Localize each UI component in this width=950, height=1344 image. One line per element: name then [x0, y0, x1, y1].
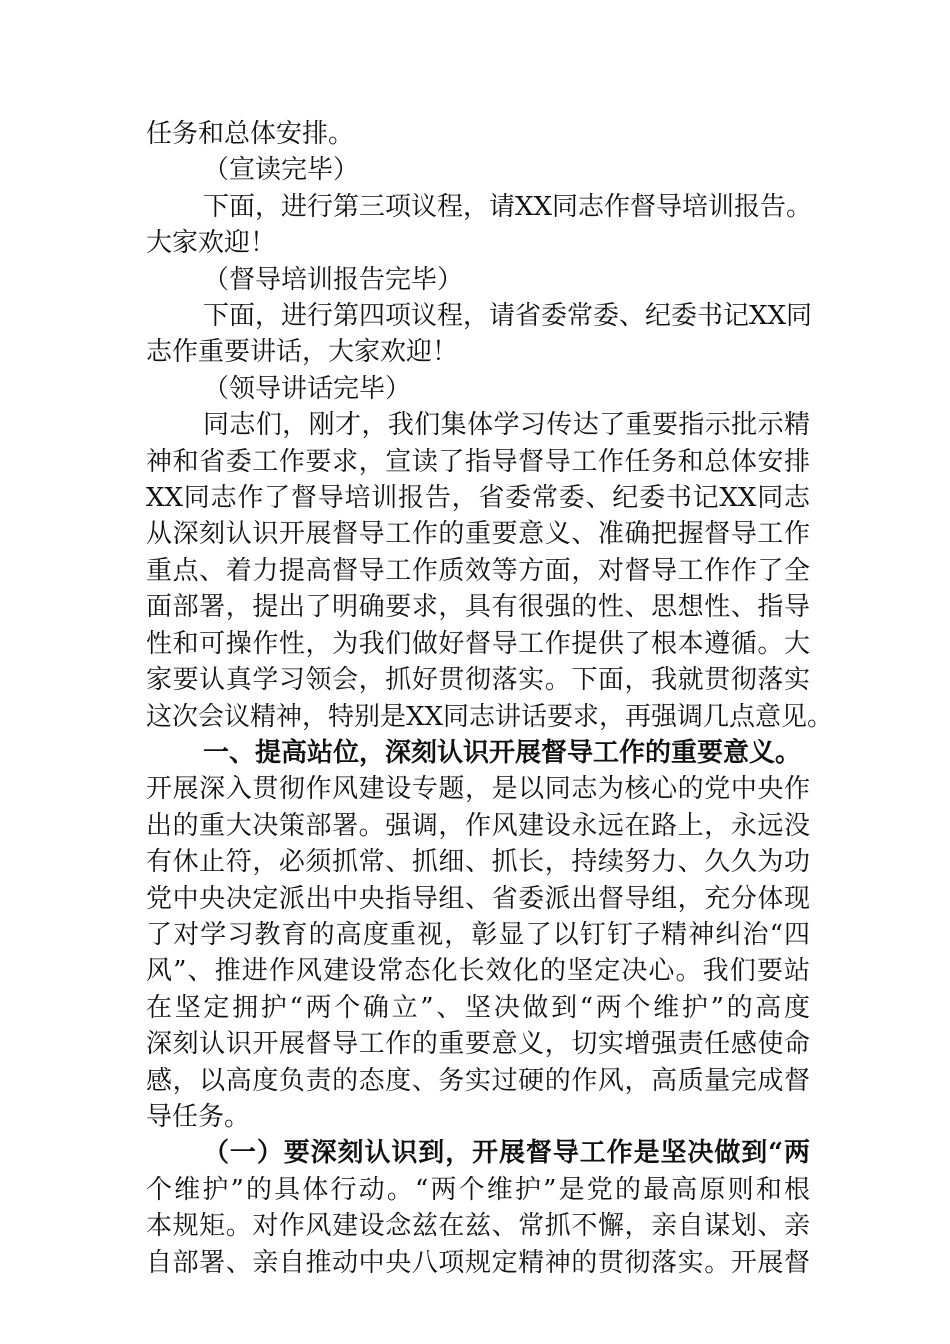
paragraph-line: 同志们，刚才，我们集体学习传达了重要指示批示精 [203, 410, 810, 441]
paragraph-line: 个维护”的具体行动。“两个维护”是党的最高原则和根 [146, 1174, 810, 1205]
document-body [146, 116, 834, 1281]
paragraph-line: 神和省委工作要求，宣读了指导督导工作任务和总体安排 [146, 446, 810, 477]
paragraph-line: 深刻认识开展督导工作的重要意义，切实增强责任感使命 [146, 1029, 810, 1060]
paragraph-line: 开展深入贯彻作风建设专题，是以同志为核心的党中央作 [146, 774, 810, 805]
paragraph-line: 导任务。 [146, 1101, 251, 1132]
paragraph-line: 从深刻认识开展督导工作的重要意义、准确把握督导工作 [146, 519, 810, 550]
paragraph-line: 志作重要讲话，大家欢迎！ [146, 337, 459, 368]
paragraph-line: 下面，进行第四项议程，请省委常委、纪委书记XX同 [203, 301, 813, 332]
paragraph-line: 在坚定拥护“两个确立”、坚决做到“两个维护”的高度 [146, 992, 810, 1023]
paragraph-line: 本规矩。对作风建设念兹在兹、常抓不懈，亲自谋划、亲 [146, 1211, 810, 1242]
stage-direction: （宣读完毕） [203, 155, 360, 186]
section-heading: 一、提高站位，深刻认识开展督导工作的重要意义。 [203, 737, 802, 768]
paragraph-line: 自部署、亲自推动中央八项规定精神的贯彻落实。开展督 [146, 1247, 810, 1278]
paragraph-line: 这次会议精神，特别是XX同志讲话要求，再强调几点意见。 [146, 701, 834, 732]
stage-direction: （督导培训报告完毕） [203, 264, 464, 295]
paragraph-line: 出的重大决策部署。强调，作风建设永远在路上，永远没 [146, 810, 810, 841]
paragraph-line: XX同志作了督导培训报告，省委常委、纪委书记XX同志 [146, 483, 810, 514]
paragraph-line: 了对学习教育的高度重视，彰显了以钉钉子精神纠治“四 [146, 919, 810, 950]
body-line: 任务和总体安排。 [146, 119, 355, 149]
paragraph-line: 党中央决定派出中央指导组、省委派出督导组，充分体现 [146, 883, 810, 914]
paragraph-line: 风”、推进作风建设常态化长效化的坚定决心。我们要站 [146, 956, 810, 987]
paragraph-line: 家要认真学习领会，抓好贯彻落实。下面，我就贯彻落实 [146, 665, 810, 696]
paragraph-line: 面部署，提出了明确要求，具有很强的性、思想性、指导 [146, 592, 810, 623]
subsection-heading: （一）要深刻认识到，开展督导工作是坚决做到“两 [203, 1138, 810, 1169]
paragraph-line: 下面，进行第三项议程，请XX同志作督导培训报告。 [203, 191, 813, 222]
paragraph-line: 感，以高度负责的态度、务实过硬的作风，高质量完成督 [146, 1065, 810, 1096]
paragraph-line: 性和可操作性，为我们做好督导工作提供了根本遵循。大 [146, 628, 810, 659]
paragraph-line: 大家欢迎！ [146, 228, 277, 259]
stage-direction: （领导讲话完毕） [203, 373, 412, 404]
paragraph-line: 重点、着力提高督导工作质效等方面，对督导工作作了全 [146, 555, 810, 586]
paragraph-line: 有休止符，必须抓常、抓细、抓长，持续努力、久久为功 [146, 847, 810, 878]
